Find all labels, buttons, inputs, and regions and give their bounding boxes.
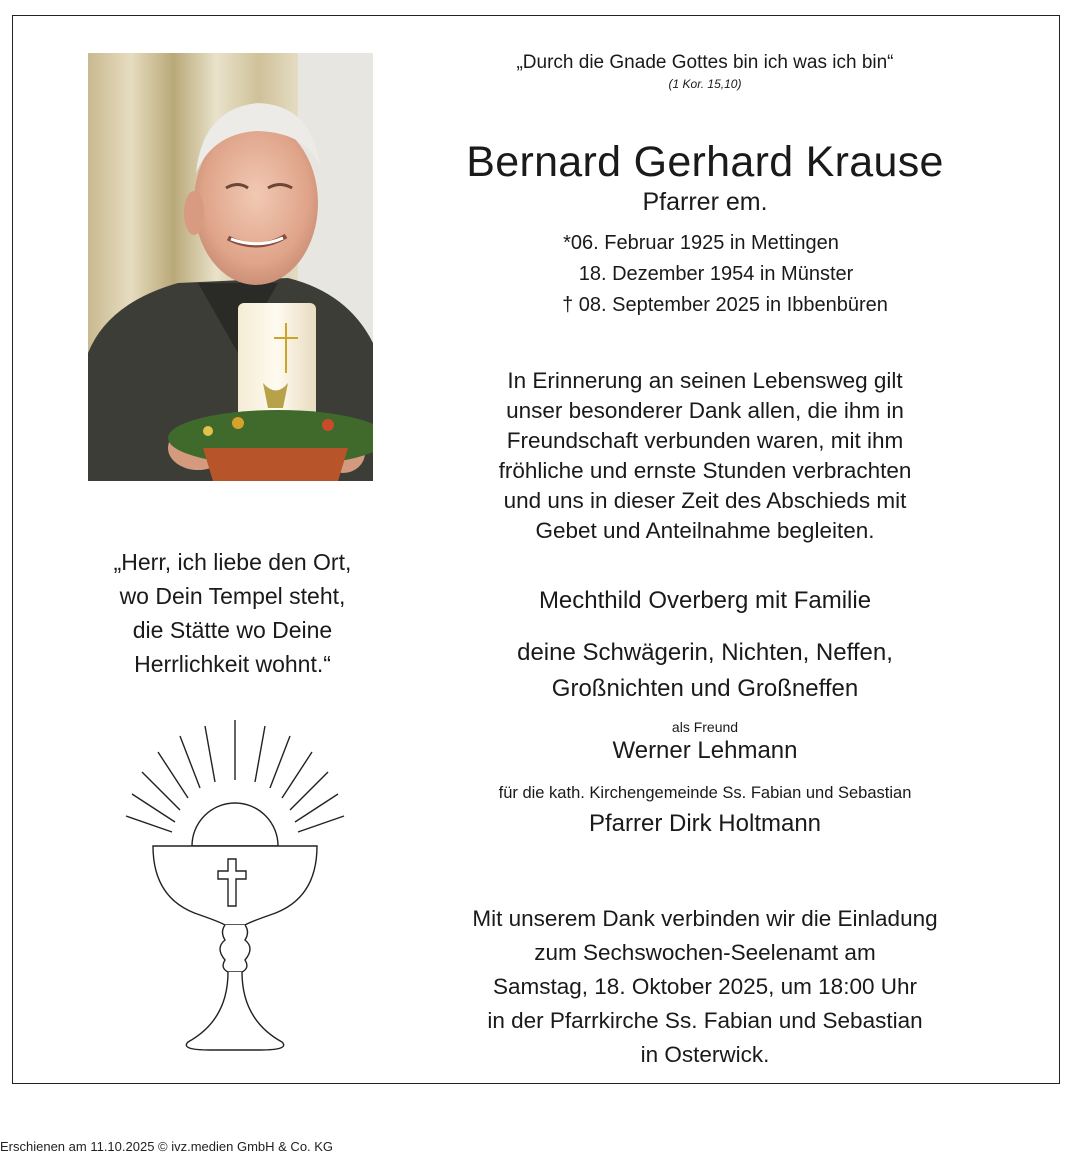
portrait-photo bbox=[88, 53, 373, 481]
deceased-name: Bernard Gerhard Krause bbox=[466, 138, 944, 186]
priest-name: Pfarrer Dirk Holtmann bbox=[588, 810, 822, 837]
parish-label: für die kath. Kirchengemeinde Ss. Fabian und Sebastian bbox=[498, 784, 912, 802]
quote-line: wo Dein Tempel steht, bbox=[119, 583, 346, 609]
motto: „Durch die Gnade Gottes bin ich was ich bin“ bbox=[516, 52, 894, 73]
invitation-line: Samstag, 18. Oktober 2025, um 18:00 Uhr bbox=[493, 974, 917, 999]
invitation-text bbox=[405, 902, 1005, 1072]
thanks-line: fröhliche und ernste Stunden verbrachten bbox=[498, 458, 912, 483]
friend-label: als Freund bbox=[671, 719, 739, 735]
invitation-line: in Osterwick. bbox=[640, 1042, 770, 1067]
life-dates bbox=[405, 228, 1005, 321]
invitation-line: in der Pfarrkirche Ss. Fabian und Sebastian bbox=[487, 1008, 923, 1033]
quote-line: die Stätte wo Deine bbox=[132, 617, 333, 643]
invitation-line: zum Sechswochen-Seelenamt am bbox=[534, 940, 876, 965]
quote-line: Herrlichkeit wohnt.“ bbox=[134, 651, 331, 677]
thanks-text bbox=[405, 366, 1005, 546]
invitation-line: Mit unserem Dank verbinden wir die Einladung bbox=[472, 906, 938, 931]
ordination-date: 18. Dezember 1954 in Münster bbox=[578, 263, 854, 285]
relatives-line: deine Schwägerin, Nichten, Neffen, bbox=[517, 639, 893, 666]
motto-reference: (1 Kor. 15,10) bbox=[668, 77, 742, 91]
relatives-line: Großnichten und Großneffen bbox=[551, 675, 859, 702]
thanks-line: und uns in dieser Zeit des Abschieds mit bbox=[503, 488, 907, 513]
thanks-line: In Erinnerung an seinen Lebensweg gilt bbox=[507, 368, 903, 393]
chalice-icon bbox=[120, 720, 350, 1065]
friend-name: Werner Lehmann bbox=[612, 737, 798, 764]
thanks-line: unser besonderer Dank allen, die ihm in bbox=[506, 398, 904, 423]
signatory-relatives bbox=[405, 635, 1005, 707]
death-date: † 08. September 2025 in Ibbenbüren bbox=[562, 294, 888, 316]
thanks-line: Gebet und Anteilnahme begleiten. bbox=[535, 518, 875, 543]
publication-footer: Erschienen am 11.10.2025 © ivz.medien GmbH & Co. KG bbox=[0, 1139, 334, 1154]
birth-date: *06. Februar 1925 in Mettingen bbox=[563, 232, 839, 254]
deceased-title: Pfarrer em. bbox=[642, 188, 768, 216]
quote-line: „Herr, ich liebe den Ort, bbox=[113, 549, 352, 575]
thanks-line: Freundschaft verbunden waren, mit ihm bbox=[506, 428, 904, 453]
psalm-quote bbox=[60, 545, 405, 681]
signatory-family: Mechthild Overberg mit Familie bbox=[538, 587, 872, 614]
